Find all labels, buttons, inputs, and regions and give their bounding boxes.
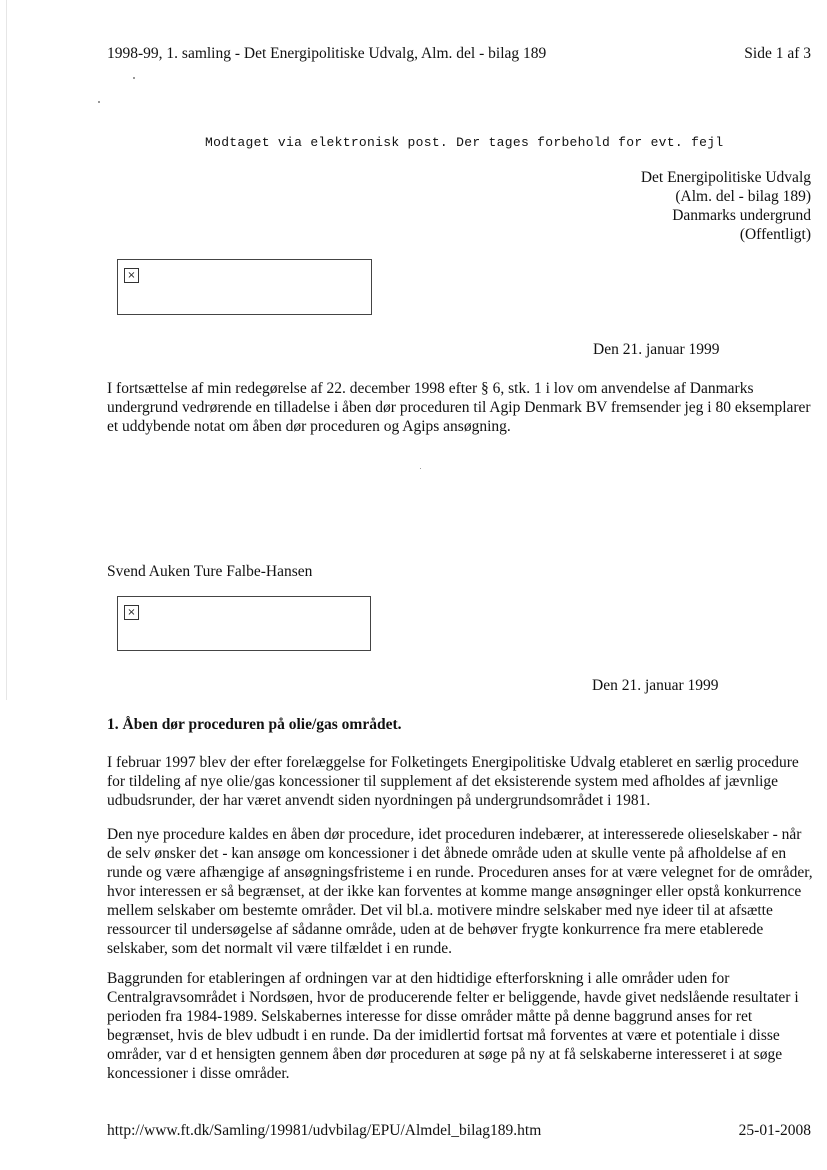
paragraph-text: Baggrunden for etableringen af ordningen var at den hidtidige efterforskning i alle områder uden for Centralgravsområdet i Nordsøen, hvor de producerende felter er beliggende, havde givet nedslående resultater i perioden fra 1984-1989. Selskabernes interesse for disse områder måtte på denne baggrund anses for ret begrænset, hvis de blev udbudt i en runde. Da der imidlertid fortsat må forventes at være et potentiale i disse områder, var d et hensigten gennem åben dør proceduren at søge på ny at få selskaberne interesseret i at søge koncessioner i disse områder.: [107, 970, 799, 1082]
page-number: Side 1 af 3: [744, 45, 811, 62]
committee-line-4: (Offentligt): [739, 226, 811, 243]
committee-line-1: Det Energipolitiske Udvalg: [640, 169, 811, 186]
body-paragraph-2: [107, 825, 819, 958]
committee-line-2: (Alm. del - bilag 189): [675, 188, 811, 205]
image-placeholder-2: [117, 596, 371, 651]
letter-date: Den 21. januar 1999: [593, 341, 720, 358]
notat-date: Den 21. januar 1999: [592, 677, 719, 694]
intro-paragraph: [107, 379, 817, 436]
scan-margin-line: [6, 0, 7, 700]
broken-image-icon: ×: [124, 268, 139, 283]
body-paragraph-3: [107, 969, 819, 1083]
scan-speck: [420, 468, 421, 469]
broken-image-icon: ×: [124, 605, 139, 620]
scan-speck: [133, 77, 135, 79]
signers: Svend Auken Ture Falbe-Hansen: [107, 563, 313, 580]
committee-line-3: Danmarks undergrund: [672, 207, 811, 224]
intro-text: I fortsættelse af min redegørelse af 22. december 1998 efter § 6, stk. 1 i lov om anvendelse af Danmarks undergrund vedrørende en tilladelse i åben dør proceduren til Agip Denmark BV fremsender jeg i 80 eksemplarer et uddybende notat om åben dør proceduren og Agips ansøgning.: [107, 380, 811, 435]
scan-speck: [98, 101, 100, 103]
image-placeholder-1: [117, 259, 372, 315]
footer-url[interactable]: http://www.ft.dk/Samling/19981/udvbilag/EPU/Almdel_bilag189.htm: [107, 1122, 542, 1139]
paragraph-text: I februar 1997 blev der efter forelæggelse for Folketingets Energipolitiske Udvalg etableret en særlig procedure for tildeling af nye olie/gas koncessioner til supplement af det eksisterende system med afholdes af jævnlige udbudsrunder, der har været anvendt siden nyordningen på undergrundsområdet i 1981.: [107, 754, 799, 809]
body-paragraph-1: [107, 753, 819, 810]
footer-date: 25-01-2008: [738, 1122, 811, 1139]
paragraph-text: Den nye procedure kaldes en åben dør procedure, idet proceduren indebærer, at interesserede olieselskaber - når de selv ønsker det - kan ansøge om koncessioner i det åbnede område uden at skulle vente på afholdelse af en runde og være afhængige af ansøgningsfristeme i en runde. Proceduren anses for at være velegnet for de områder, hvor interessen er så begrænset, at der ikke kan forventes at komme mange ansøgninger eller opstå konkurrence mellem selskaber om bestemte områder. Det vil bl.a. motivere mindre selskaber med nye ideer til at afsætte ressourcer til undersøgelse af sådanne område, uden at de behøver frygte konkurrence fra mere etablerede selskaber, som det normalt vil være tilfældet i en runde.: [107, 826, 813, 957]
committee-block: [641, 168, 811, 244]
section-heading: 1. Åben dør proceduren på olie/gas området.: [107, 716, 402, 733]
header-title: 1998-99, 1. samling - Det Energipolitiske Udvalg, Alm. del - bilag 189: [107, 45, 547, 62]
received-notice: Modtaget via elektronisk post. Der tages forbehold for evt. fejl: [205, 135, 724, 150]
